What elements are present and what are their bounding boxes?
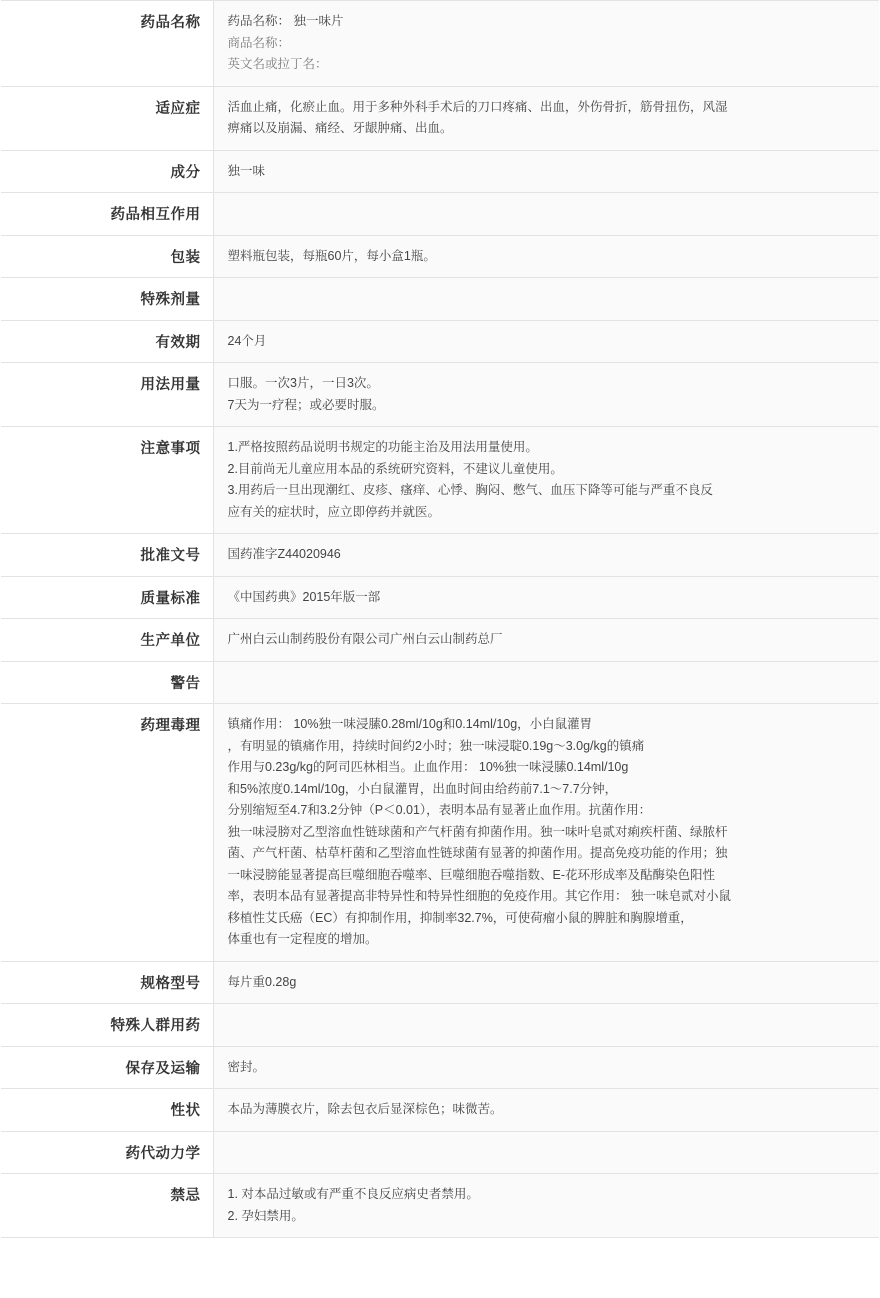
row-value <box>213 961 879 1004</box>
table-row <box>1 363 879 427</box>
row-value-line: 广州白云山制药股份有限公司广州白云山制药总厂 <box>227 632 503 646</box>
row-value <box>213 193 879 236</box>
row-value-line <box>228 288 870 310</box>
row-label: 药品相互作用 <box>1 193 213 236</box>
row-value <box>213 363 879 427</box>
drug-info-table-body <box>1 1 879 1238</box>
row-label: 批准文号 <box>1 534 213 577</box>
row-value-line: 2.目前尚无儿童应用本品的系统研究资料，不建议儿童使用。 <box>227 461 563 476</box>
row-value <box>213 1131 879 1174</box>
row-value <box>213 150 879 193</box>
row-value-line: 《中国药典》2015年版一部 <box>227 589 381 604</box>
row-value-line: ，有明显的镇痛作用，持续时间约2小时；独一味浸聢0.19g～3.0g/kg的镇痛 <box>227 738 645 753</box>
row-value <box>213 86 879 150</box>
row-label: 性状 <box>1 1089 213 1132</box>
row-label: 适应症 <box>1 86 213 150</box>
table-row <box>1 427 879 534</box>
row-value-line: 独一味浸膀对乙型溶血性链球菌和产气杆菌有抑菌作用。独一味叶皂贰对痢疾杆菌、绿脓杆 <box>227 824 728 839</box>
row-label: 包装 <box>1 235 213 278</box>
row-label: 药品名称 <box>1 1 213 87</box>
drug-info-table <box>1 0 879 1238</box>
row-value-line: 国药准字Z44020946 <box>227 547 341 561</box>
row-value-line: 口服。一次3片，一日3次。 <box>227 376 379 390</box>
row-label: 成分 <box>1 150 213 193</box>
row-value-line: 分别缩短至4.7和3.2分钟（P＜0.01），表明本品有显著止血作用。抗菌作用： <box>227 803 652 817</box>
row-value <box>213 704 879 962</box>
table-row <box>1 961 879 1004</box>
table-row <box>1 1131 879 1174</box>
page-bottom-spacer <box>0 1238 880 1298</box>
row-value-line <box>228 1014 870 1036</box>
row-value <box>213 1046 879 1089</box>
row-value-line: 痹痛以及崩漏、痛经、牙龈肿痛、出血。 <box>227 121 453 135</box>
row-value-line: 本品为薄膜衣片，除去包衣后显深棕色；味微苦。 <box>227 1102 503 1116</box>
row-label: 有效期 <box>1 320 213 363</box>
row-value-line: 作用与0.23g/kg的阿司匹林相当。止血作用： 10%独一味浸膆0.14ml/10g <box>227 760 629 774</box>
table-row <box>1 278 879 321</box>
row-value <box>213 320 879 363</box>
row-label: 药理毒理 <box>1 704 213 962</box>
row-value-line: 和5%浓度0.14ml/10g，小白鼠灌胃，出血时间由给药前7.1～7.7分钟， <box>227 781 618 796</box>
row-value-line: 每片重0.28g <box>227 974 297 989</box>
table-row <box>1 1004 879 1047</box>
row-value-line: 商品名称： <box>227 35 291 50</box>
row-label: 特殊人群用药 <box>1 1004 213 1047</box>
row-value-line: 塑料瓶包装，每瓶60片，每小盒1瓶。 <box>227 248 436 263</box>
row-label: 药代动力学 <box>1 1131 213 1174</box>
row-value-line: 7天为一疗程；或必要时服。 <box>227 397 385 412</box>
table-row <box>1 1089 879 1132</box>
table-row <box>1 619 879 662</box>
row-value-line: 1. 对本品过敏或有严重不良反应病史者禁用。 <box>227 1187 479 1201</box>
row-value-line: 镇痛作用： 10%独一味浸膆0.28ml/10g和0.14ml/10g，小白鼠灌胃 <box>227 717 593 731</box>
row-value-line: 应有关的症状时，应立即停药并就医。 <box>227 504 441 519</box>
table-row <box>1 1 879 87</box>
row-label: 用法用量 <box>1 363 213 427</box>
table-row <box>1 704 879 962</box>
row-value-line: 一味浸膀能显著提高巨噬细胞吞噬率、巨噬细胞吞噬指数、E-花环形成率及酟酶染色阳性 <box>227 867 716 882</box>
row-value <box>213 1089 879 1132</box>
table-row <box>1 1046 879 1089</box>
row-value-line: 独一味 <box>227 163 266 178</box>
table-row <box>1 150 879 193</box>
row-value-line: 药品名称： 独一味片 <box>227 14 344 28</box>
row-value-line: 移植性艾氏癌（EC）有抑制作用，抑制率32.7%，可使荷瘤小鼠的脾脏和胸腺增重， <box>227 910 693 925</box>
table-row <box>1 235 879 278</box>
row-value <box>213 661 879 704</box>
row-value-line: 活血止痛，化瘀止血。用于多种外科手术后的刀口疼痛、出血，外伤骨折，筋骨扭伤，风湿 <box>227 99 728 114</box>
row-value-line <box>228 672 870 694</box>
row-label: 保存及运输 <box>1 1046 213 1089</box>
table-row <box>1 1174 879 1238</box>
row-value-line: 3.用药后一旦出现潮红、皮疹、瘙痒、心悸、胸闷、憋气、血压下降等可能与严重不良反 <box>227 483 713 497</box>
row-label: 警告 <box>1 661 213 704</box>
row-value-line: 菌、产气杆菌、枯草杆菌和乙型溶血性链球菌有显著的抑菌作用。提高免疫功能的作用；独 <box>227 846 728 860</box>
row-value <box>213 278 879 321</box>
row-value-line: 24个月 <box>227 333 267 348</box>
row-label: 禁忌 <box>1 1174 213 1238</box>
row-value-line: 英文名或拉丁名： <box>227 57 328 71</box>
row-value-line: 体重也有一定程度的增加。 <box>227 932 378 946</box>
row-label: 注意事项 <box>1 427 213 534</box>
row-value <box>213 534 879 577</box>
row-value-line <box>228 1142 870 1164</box>
row-value <box>213 1174 879 1238</box>
row-value-line <box>228 203 870 225</box>
table-row <box>1 534 879 577</box>
row-value <box>213 576 879 619</box>
row-value <box>213 1 879 87</box>
table-row <box>1 86 879 150</box>
row-value <box>213 1004 879 1047</box>
row-value <box>213 427 879 534</box>
row-value-line: 1.严格按照药品说明书规定的功能主治及用法用量使用。 <box>227 440 538 454</box>
row-label: 生产单位 <box>1 619 213 662</box>
row-value <box>213 235 879 278</box>
row-value <box>213 619 879 662</box>
row-label: 特殊剂量 <box>1 278 213 321</box>
row-value-line: 率，表明本品有显著提高非特异性和特异性细胞的免疫作用。其它作用： 独一味皂贰对小鼠 <box>227 889 731 903</box>
table-row <box>1 320 879 363</box>
table-row <box>1 661 879 704</box>
row-label: 质量标准 <box>1 576 213 619</box>
table-row <box>1 576 879 619</box>
row-value-line: 2. 孕妇禁用。 <box>227 1208 304 1223</box>
table-row <box>1 193 879 236</box>
row-value-line: 密封。 <box>227 1059 266 1074</box>
row-label: 规格型号 <box>1 961 213 1004</box>
